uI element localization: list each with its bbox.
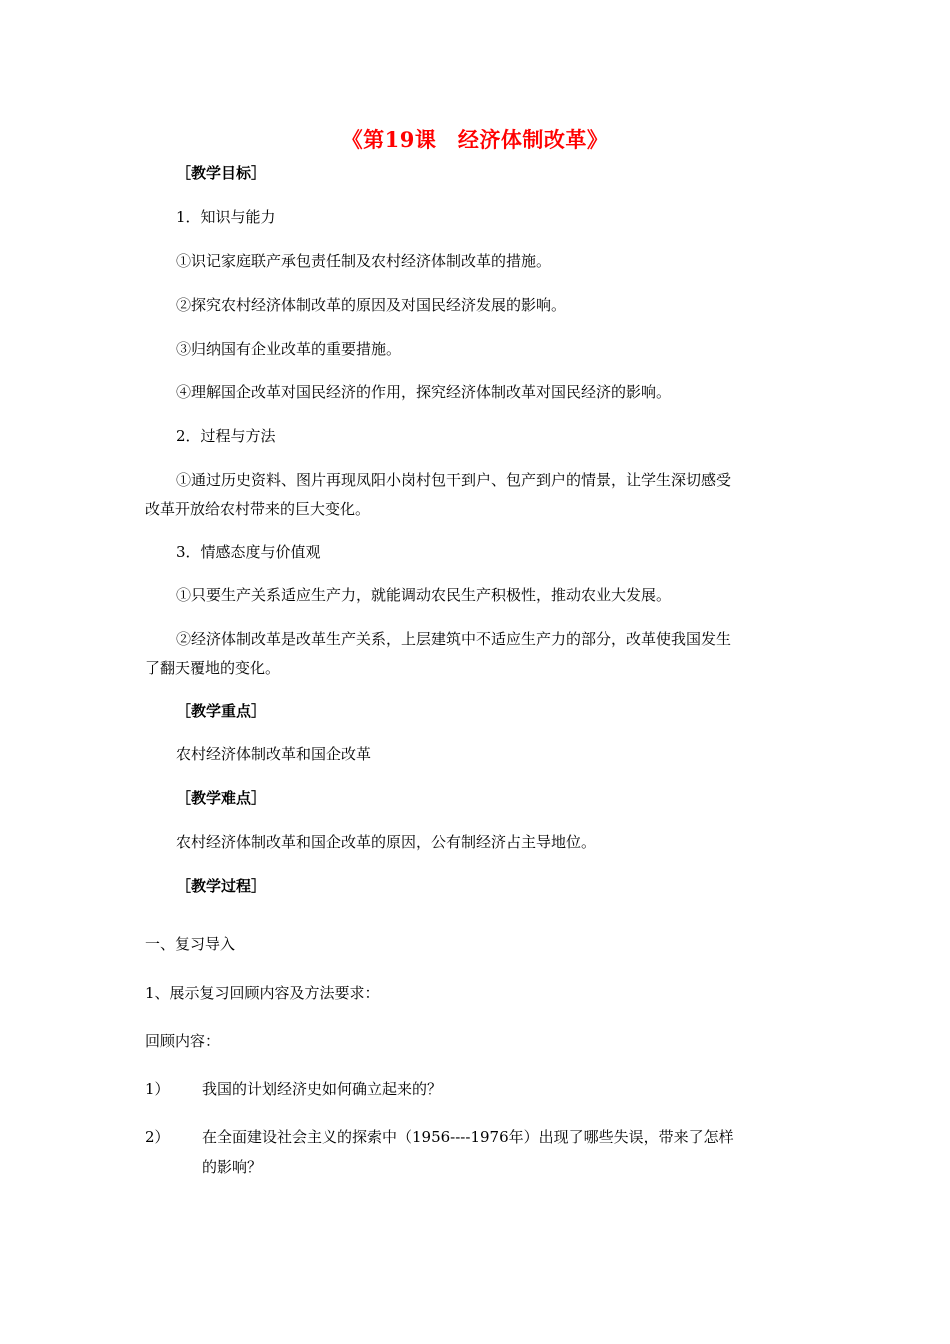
question-2-line-2: 的影响？ [202,1158,263,1176]
page-title: 《第19课 经济体制改革》 [341,127,609,152]
question-1-number: 1） [145,1080,170,1098]
difficulties-header: ［教学难点］ [176,789,267,807]
key-points-text: 农村经济体制改革和国企改革 [176,745,372,763]
question-2-line-1: 在全面建设社会主义的探索中（1956----1976年）出现了哪些失误，带来了怎样 [202,1128,734,1146]
review-step-1: 1、展示复习回顾内容及方法要求： [145,984,380,1002]
knowledge-item-3: ③归纳国有企业改革的重要措施。 [176,340,402,358]
process-header: ［教学过程］ [176,877,267,895]
review-label: 回顾内容： [145,1032,221,1050]
question-2-number: 2） [145,1128,170,1146]
values-item-1: ①只要生产关系适应生产力，就能调动农民生产积极性，推动农业大发展。 [176,586,672,604]
goals-header: ［教学目标］ [176,164,267,182]
sub-heading-values: 3．情感态度与价值观 [176,543,321,561]
values-item-2-line-2: 了翻天覆地的变化。 [145,659,281,677]
sub-heading-knowledge: 1．知识与能力 [176,208,276,226]
process-item-1-line-2: 改革开放给农村带来的巨大变化。 [145,500,371,518]
values-item-2-line-1: ②经济体制改革是改革生产关系，上层建筑中不适应生产力的部分，改革使我国发生 [176,630,732,648]
knowledge-item-4: ④理解国企改革对国民经济的作用，探究经济体制改革对国民经济的影响。 [176,383,672,401]
sub-heading-process: 2．过程与方法 [176,427,276,445]
process-item-1-line-1: ①通过历史资料、图片再现凤阳小岗村包干到户、包产到户的情景，让学生深切感受 [176,471,732,489]
knowledge-item-2: ②探究农村经济体制改革的原因及对国民经济发展的影响。 [176,296,567,314]
question-1-text: 我国的计划经济史如何确立起来的？ [202,1080,443,1098]
difficulties-text: 农村经济体制改革和国企改革的原因，公有制经济占主导地位。 [176,833,597,851]
section-review-intro: 一、复习导入 [145,935,236,953]
knowledge-item-1: ①识记家庭联产承包责任制及农村经济体制改革的措施。 [176,252,552,270]
key-points-header: ［教学重点］ [176,702,267,720]
